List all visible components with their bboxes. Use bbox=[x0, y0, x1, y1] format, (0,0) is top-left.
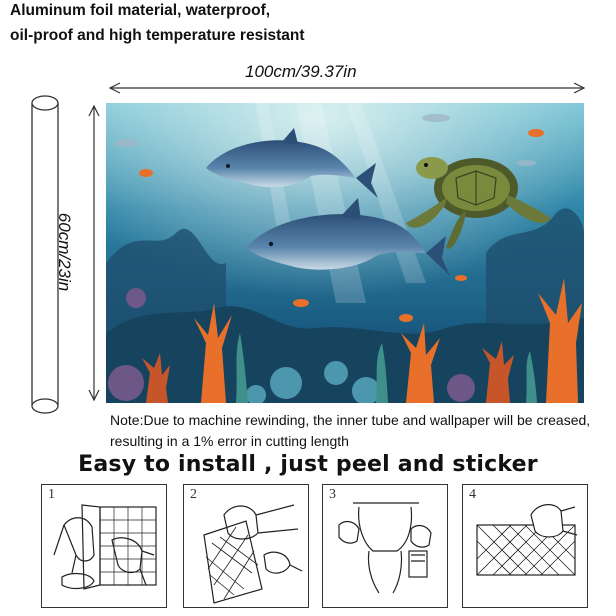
headline-line-2: oil-proof and high temperature resistant bbox=[10, 27, 305, 44]
step-number: 1 bbox=[48, 487, 55, 502]
step-number: 2 bbox=[190, 487, 197, 502]
step-panel-2 bbox=[183, 484, 309, 608]
step-panel-4 bbox=[462, 484, 588, 608]
finished-wall-illustration bbox=[463, 485, 587, 607]
smooth-sticker-illustration bbox=[323, 485, 447, 607]
width-label: 100cm/39.37in bbox=[245, 62, 357, 81]
apply-sticker-illustration bbox=[184, 485, 308, 607]
height-arrow bbox=[89, 106, 99, 400]
note-line-2: resulting in a 1% error in cutting length bbox=[110, 433, 349, 449]
cutting-note bbox=[110, 410, 610, 449]
install-title: Easy to install , just peel and sticker bbox=[78, 452, 538, 477]
step-panel-3 bbox=[322, 484, 448, 608]
width-arrow bbox=[110, 83, 584, 93]
step-number: 4 bbox=[469, 487, 476, 502]
peel-backing-illustration bbox=[42, 485, 166, 607]
note-line-1: Note:Due to machine rewinding, the inner tube and wallpaper will be creased, bbox=[110, 412, 591, 428]
step-panel-1 bbox=[41, 484, 167, 608]
step-number: 3 bbox=[329, 487, 336, 502]
height-label: 60cm/23in bbox=[55, 212, 74, 292]
underwater-scene-image bbox=[106, 103, 584, 403]
headline-line-1: Aluminum foil material, waterproof, bbox=[10, 2, 271, 19]
wallpaper-artwork bbox=[106, 103, 584, 403]
